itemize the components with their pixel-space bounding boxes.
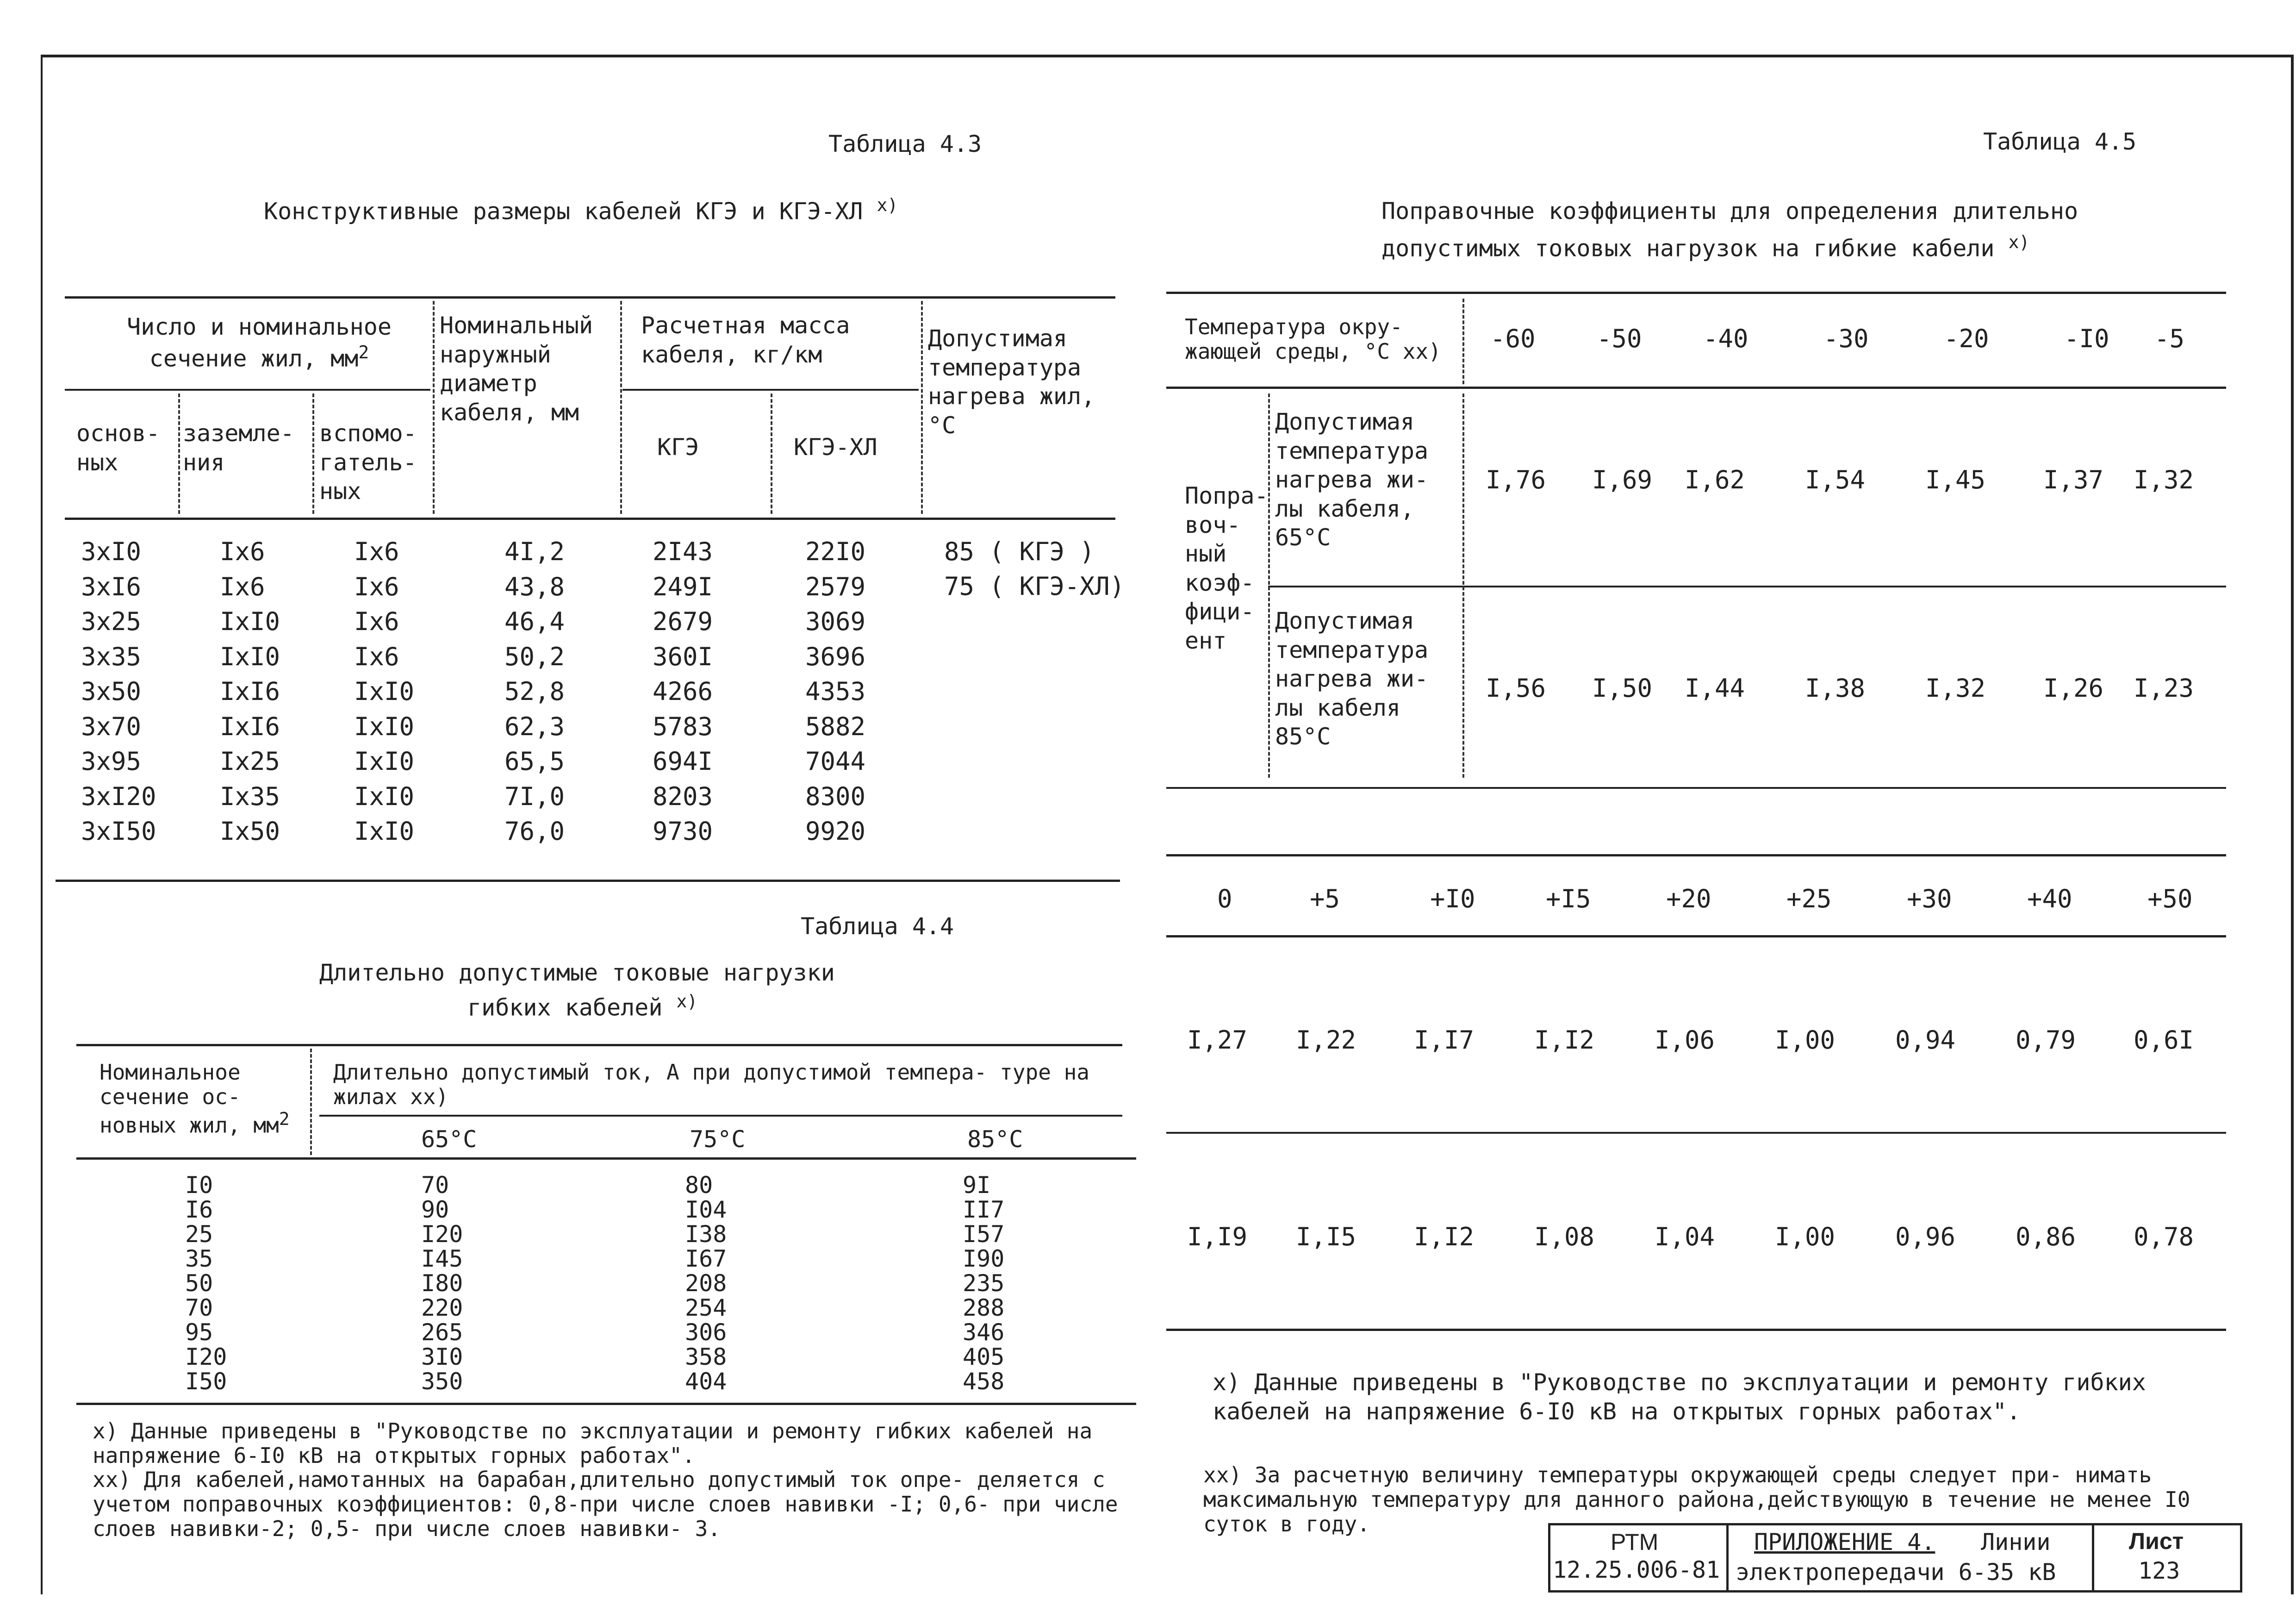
table44-sub-rule	[319, 1115, 1122, 1117]
table43-title-mark: x)	[877, 195, 898, 215]
table43-cell-ground: Ix6	[220, 572, 265, 601]
table44-cell-c75: 404	[685, 1368, 727, 1395]
table43-cell-mass-kgehl: 22I0	[805, 537, 866, 566]
divider	[1462, 394, 1464, 778]
table44-cell-c75: 254	[685, 1294, 727, 1321]
table45-row85-value2: 0,96	[1895, 1222, 1956, 1251]
divider	[771, 394, 772, 514]
table45-row85-value: I,23	[2134, 674, 2194, 703]
table44-cell-c85: I90	[963, 1245, 1005, 1272]
table43-cell-main: 3x25	[81, 607, 142, 636]
table44-header-current: Длительно допустимый ток, А при допустимой темпера- туре на жилах xx)	[333, 1060, 1089, 1109]
table44-cell-c65: 265	[421, 1319, 463, 1346]
table43-header-cores	[93, 312, 426, 373]
table45-row85-value: I,50	[1592, 674, 1653, 703]
table43-cell-diameter: 65,5	[504, 747, 565, 776]
table44-footnote-xx: xx) Для кабелей,намотанных на барабан,длительно допустимый ток опре- деляется с учетом поправочных коэффициентов: 0,8-при числе слоев навивки -I; 0,6- при числе слоев навивки-2; 0,5- при числе слоев навивки- 3.	[93, 1467, 1118, 1541]
table43-header-aux: вспомо- гатель- ных	[319, 420, 417, 505]
table43-cell-diameter: 43,8	[504, 572, 565, 601]
table43-cell-aux: Ix6	[354, 572, 399, 601]
table43-cell-diameter: 46,4	[504, 607, 565, 636]
table45-row85-value: I,32	[1925, 674, 1986, 703]
table45-row85-value2: 0,86	[2016, 1222, 2076, 1251]
table45-footnote-x: x) Данные приведены в "Руководстве по эксплуатации и ремонту гибких кабелей на напряжение 6-I0 кВ на открытых горных работах".	[1213, 1369, 2146, 1425]
table43-cell-main: 3xI6	[81, 572, 142, 601]
table45-block-rule	[1166, 787, 2226, 789]
table43-cell-main: 3xI0	[81, 537, 142, 566]
table43-cell-mass-kge: 4266	[653, 677, 713, 706]
divider	[620, 301, 622, 514]
table43-header-temp-unit: °С	[928, 412, 956, 439]
table43-cell-main: 3x35	[81, 642, 142, 671]
table44-cell-c85: I57	[963, 1221, 1005, 1248]
table44-cell-c75: 208	[685, 1270, 727, 1297]
table44-cell-sections: 25	[185, 1221, 213, 1248]
table43-cell-mass-kgehl: 8300	[805, 781, 866, 811]
table45-title-mark: x)	[2008, 232, 2030, 252]
table43-cell-main: 3x70	[81, 712, 142, 741]
table43-cell-diameter: 62,3	[504, 712, 565, 741]
table44-top-rule	[76, 1044, 1122, 1046]
table43-temp-value: 85 ( КГЭ )	[944, 537, 1095, 566]
table45-row65-value: I,62	[1685, 465, 1745, 494]
table44-cell-sections: I6	[185, 1196, 213, 1223]
table45-temp1-cell: -5	[2154, 324, 2185, 353]
table44-cell-sections: I0	[185, 1172, 213, 1199]
table44-cell-c85: II7	[963, 1196, 1005, 1223]
table45-row85-value: I,44	[1685, 674, 1745, 703]
table43-cell-aux: IxI0	[354, 747, 415, 776]
table45-row65-value: I,37	[2043, 465, 2104, 494]
table45-row65-label: Допустимая температура нагрева жи- лы кабеля, 65°С	[1275, 408, 1429, 551]
table44-cell-c65: I20	[421, 1221, 463, 1248]
table43-header-ground: заземле- ния	[183, 420, 294, 476]
table43-header-kge: КГЭ	[657, 434, 699, 461]
table45-temp2-cell: +5	[1310, 884, 1340, 913]
table45-row65-value: I,69	[1592, 465, 1653, 494]
table43-cell-mass-kgehl: 4353	[805, 677, 866, 706]
table45-temp1-cell: -60	[1490, 324, 1536, 353]
table43-title-text: Конструктивные размеры кабелей КГЭ и КГЭ-ХЛ	[264, 198, 863, 225]
table44-cell-sections: 70	[185, 1294, 213, 1321]
table43-cell-ground: Ix50	[220, 817, 280, 846]
table44-footnote-x: x) Данные приведены в "Руководстве по эксплуатации и ремонту гибких кабелей на напряжение 6-I0 кВ на открытых горных работах".	[93, 1418, 1093, 1468]
table44-cell-c85: 235	[963, 1270, 1005, 1297]
table43-cell-aux: IxI0	[354, 677, 415, 706]
table44-cell-c75: 306	[685, 1319, 727, 1346]
table45-temp1-cell: -40	[1703, 324, 1748, 353]
table45-row85-label: Допустимая температура нагрева жи- лы кабеля 85°С	[1275, 607, 1429, 750]
table43-cell-aux: IxI0	[354, 781, 415, 811]
table43-cell-aux: Ix6	[354, 642, 399, 671]
table43-header-temp	[928, 324, 1122, 440]
table45-temp2-cell: +25	[1786, 884, 1832, 913]
table43-header-temp-text: Допустимая температура нагрева жил,	[928, 325, 1095, 410]
table44-cell-c85: 288	[963, 1294, 1005, 1321]
table43-cell-diameter: 50,2	[504, 642, 565, 671]
table43-title	[264, 194, 898, 226]
stamp-appendix: ПРИЛОЖЕНИЕ 4.	[1754, 1529, 1935, 1555]
table45-row65-value2: 0,6I	[2134, 1025, 2194, 1055]
table43-header-kgehl: КГЭ-ХЛ	[794, 434, 877, 461]
divider	[2092, 1523, 2094, 1590]
table43-cell-diameter: 52,8	[504, 677, 565, 706]
table45-row85-value2: I,I2	[1414, 1222, 1475, 1251]
table45-temp2-cell: +I0	[1430, 884, 1475, 913]
table44-header-section-text: Номинальное сечение ос- новных жил, мм	[100, 1060, 279, 1138]
table44-title-line1: Длительно допустимые токовые нагрузки	[319, 959, 835, 986]
table45-row65-value2: 0,94	[1895, 1025, 1956, 1055]
table45-row65-value: I,45	[1925, 465, 1986, 494]
table45-block2-row	[1166, 1132, 2226, 1134]
table43-cell-diameter: 7I,0	[504, 781, 565, 811]
table43-cell-mass-kgehl: 9920	[805, 817, 866, 846]
table44-cell-c65: 70	[421, 1172, 449, 1199]
table43-cell-mass-kgehl: 2579	[805, 572, 866, 601]
table43-top-rule	[65, 296, 1115, 299]
table43-subrule-cores	[65, 389, 430, 391]
table45-row65-value2: I,I2	[1534, 1025, 1595, 1055]
table43-cell-mass-kge: 694I	[653, 747, 713, 776]
table45-temp1-cell: -20	[1944, 324, 1989, 353]
table44-cell-c65: I80	[421, 1270, 463, 1297]
divider	[1726, 1523, 1729, 1590]
stamp-title2: электропередачи 6-35 кВ	[1736, 1559, 2056, 1586]
divider	[921, 301, 923, 514]
table43-cell-aux: IxI0	[354, 817, 415, 846]
table43-label: Таблица 4.3	[828, 131, 982, 157]
table44-label: Таблица 4.4	[801, 913, 954, 940]
table43-cell-main: 3xI20	[81, 781, 156, 811]
table44-title-line2-text: гибких кабелей	[467, 994, 663, 1021]
table45-row-rule	[1268, 586, 2226, 587]
table43-subrule-mass	[622, 389, 919, 391]
table44-cell-sections: 50	[185, 1270, 213, 1297]
table43-cell-ground: Ix35	[220, 781, 280, 811]
table43-cell-aux: Ix6	[354, 607, 399, 636]
table44-bottom-rule	[76, 1403, 1136, 1405]
table45-temp2-cell: +20	[1666, 884, 1711, 913]
table45-row65-value2: I,06	[1655, 1025, 1715, 1055]
table44-header-rule	[76, 1157, 1136, 1160]
table44-cell-sections: 95	[185, 1319, 213, 1346]
table45-temp2-cell: +I5	[1546, 884, 1591, 913]
table43-cell-main: 3x50	[81, 677, 142, 706]
table43-cell-ground: IxI0	[220, 642, 280, 671]
table43-header-cores-sup: 2	[358, 342, 369, 362]
table45-row65-value2: I,27	[1187, 1025, 1248, 1055]
table45-row65-value: I,32	[2134, 465, 2194, 494]
table43-cell-ground: Ix6	[220, 537, 265, 566]
table43-cell-mass-kge: 9730	[653, 817, 713, 846]
table43-cell-ground: Ix25	[220, 747, 280, 776]
divider	[178, 394, 180, 514]
table43-cell-ground: IxI6	[220, 677, 280, 706]
table43-cell-mass-kge: 360I	[653, 642, 713, 671]
stamp-sheet-number: 123	[2138, 1557, 2180, 1584]
table45-temp1-cell: -I0	[2064, 324, 2109, 353]
table45-bottom-rule	[1166, 1329, 2226, 1331]
table43-cell-mass-kge: 2679	[653, 607, 713, 636]
table44-cell-c65: I45	[421, 1245, 463, 1272]
table44-title-line2	[467, 991, 697, 1022]
table43-cell-mass-kgehl: 7044	[805, 747, 866, 776]
stamp-code: 12.25.006-81	[1553, 1556, 1720, 1583]
table44-cell-c75: 80	[685, 1172, 713, 1199]
divider	[1462, 299, 1464, 384]
table45-row65-value: I,76	[1486, 465, 1546, 494]
stamp-sheet-label: Лист	[2129, 1528, 2184, 1554]
table45-footnote-xx: xx) За расчетную величину температуры окружающей среды следует при- нимать максимальную температуру для данного района,действующую в течение не менее I0 суток в году.	[1203, 1462, 2190, 1537]
table43-cell-mass-kgehl: 3696	[805, 642, 866, 671]
table45-row85-value2: 0,78	[2134, 1222, 2194, 1251]
table45-temp2-cell: +40	[2027, 884, 2072, 913]
table43-cell-ground: IxI0	[220, 607, 280, 636]
table44-cell-c65: 220	[421, 1294, 463, 1321]
table43-cell-aux: IxI0	[354, 712, 415, 741]
table44-cell-sections: I20	[185, 1343, 227, 1370]
table44-header-section	[100, 1060, 303, 1137]
table44-title-mark: x)	[676, 991, 698, 1012]
table44-cell-c85: 458	[963, 1368, 1005, 1395]
table45-header-rule	[1166, 387, 2226, 389]
table45-title-line2	[1381, 231, 2029, 263]
table45-title-line1: Поправочные коэффициенты для определения длительно	[1381, 198, 2078, 225]
divider	[433, 301, 435, 514]
table44-cell-c65: 350	[421, 1368, 463, 1395]
table43-cell-aux: Ix6	[354, 537, 399, 566]
table44-header-75: 75°С	[690, 1126, 746, 1153]
table44-cell-c75: I04	[685, 1196, 727, 1223]
table44-cell-c75: I38	[685, 1221, 727, 1248]
table44-cell-c85: 9I	[963, 1172, 991, 1199]
table44-cell-c65: 3I0	[421, 1343, 463, 1370]
table43-cell-mass-kge: 2I43	[653, 537, 713, 566]
table45-row65-value2: I,I7	[1414, 1025, 1475, 1055]
stamp-title1: Линии	[1981, 1529, 2051, 1555]
table43-header-rule	[65, 518, 1115, 520]
table43-cell-diameter: 4I,2	[504, 537, 565, 566]
table43-header-main: основ- ных	[76, 420, 160, 476]
table43-cell-mass-kge: 249I	[653, 572, 713, 601]
stamp-rtm: РТМ	[1611, 1529, 1659, 1555]
table43-temp-value: 75 ( КГЭ-ХЛ)	[944, 572, 1125, 601]
table45-side-label: Попра- воч- ный коэф- фици- ент	[1185, 482, 1269, 654]
table43-cell-mass-kgehl: 5882	[805, 712, 866, 741]
table45-row85-value2: I,I5	[1296, 1222, 1356, 1251]
table45-row85-value2: I,00	[1775, 1222, 1836, 1251]
table43-cell-ground: IxI6	[220, 712, 280, 741]
table43-cell-mass-kge: 5783	[653, 712, 713, 741]
table44-cell-c75: I67	[685, 1245, 727, 1272]
table45-block2-header	[1166, 935, 2226, 937]
table43-cell-main: 3x95	[81, 747, 142, 776]
divider	[310, 1049, 312, 1155]
table45-row85-value2: I,I9	[1187, 1222, 1248, 1251]
table45-temp1-cell: -50	[1597, 324, 1642, 353]
table44-cell-sections: 35	[185, 1245, 213, 1272]
table45-temp1-cell: -30	[1823, 324, 1869, 353]
table43-cell-mass-kge: 8203	[653, 781, 713, 811]
table45-row85-value2: I,08	[1534, 1222, 1595, 1251]
table45-row65-value: I,54	[1805, 465, 1866, 494]
table45-temp2-cell: +50	[2147, 884, 2193, 913]
table44-header-65: 65°С	[421, 1126, 477, 1153]
divider	[312, 394, 314, 514]
table44-header-section-sup: 2	[279, 1108, 290, 1129]
table45-row65-value2: I,00	[1775, 1025, 1836, 1055]
table45-label: Таблица 4.5	[1983, 128, 2137, 155]
table45-row65-value2: I,22	[1296, 1025, 1356, 1055]
table44-header-85: 85°С	[967, 1126, 1023, 1153]
table44-cell-c75: 358	[685, 1343, 727, 1370]
table45-block2-top	[1166, 854, 2226, 856]
table45-temp-header: Температура окру- жающей среды, °С xx)	[1185, 314, 1441, 364]
table43-cell-main: 3xI50	[81, 817, 156, 846]
table45-row85-value: I,56	[1486, 674, 1546, 703]
table45-row85-value: I,26	[2043, 674, 2104, 703]
table44-cell-c85: 405	[963, 1343, 1005, 1370]
table45-temp2-cell: 0	[1217, 884, 1232, 913]
table43-header-diameter: Номинальный наружный диаметр кабеля, мм	[440, 312, 593, 426]
table43-header-mass: Расчетная масса кабеля, кг/км	[641, 312, 850, 368]
table45-row65-value2: 0,79	[2016, 1025, 2076, 1055]
table45-row85-value: I,38	[1805, 674, 1866, 703]
table45-temp2-cell: +30	[1907, 884, 1952, 913]
table45-top-rule	[1166, 292, 2226, 294]
divider	[1268, 394, 1270, 778]
table44-cell-c65: 90	[421, 1196, 449, 1223]
table43-cell-diameter: 76,0	[504, 817, 565, 846]
table44-cell-sections: I50	[185, 1368, 227, 1395]
table43-cell-mass-kgehl: 3069	[805, 607, 866, 636]
table43-header-cores-text: Число и номинальное сечение жил, мм	[127, 313, 392, 372]
table43-bottom-rule	[56, 880, 1120, 882]
table45-title-line2-text: допустимых токовых нагрузок на гибкие кабели	[1381, 235, 1995, 262]
table45-row85-value2: I,04	[1655, 1222, 1715, 1251]
table44-cell-c85: 346	[963, 1319, 1005, 1346]
